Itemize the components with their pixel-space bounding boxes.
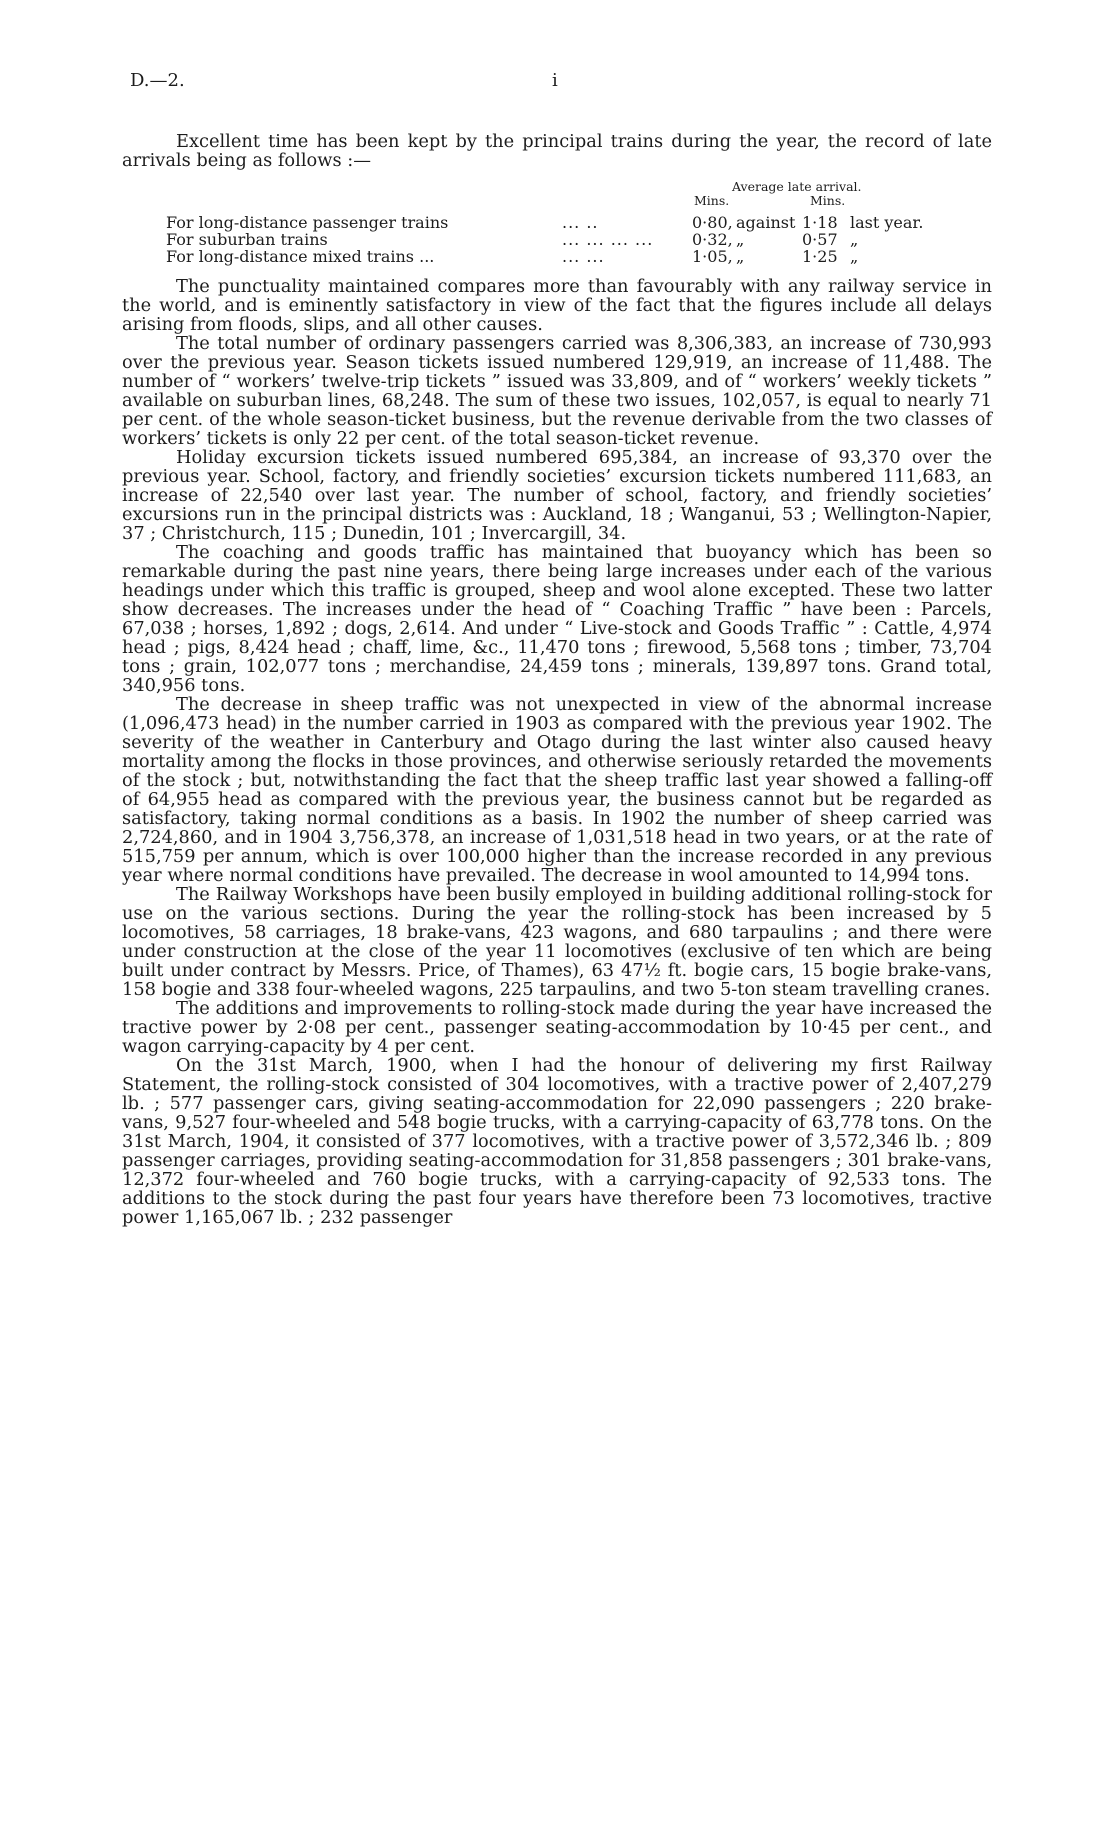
- unit-label-previous: Mins.: [810, 193, 846, 208]
- row-tail: last year.: [850, 213, 924, 232]
- improvements-paragraph: The additions and improvements to rolling-stock made during the year have increased the tractive power by 2·08 per cent., passenger seating-accommodation by 10·45 per cent., and wagon carrying-capacity by 4 per cent.: [122, 998, 992, 1057]
- row-last-value: 1·25: [802, 247, 838, 266]
- table-row: [122, 231, 992, 248]
- row-label: For long-distance mixed trains ...: [166, 247, 435, 266]
- document-reference: D.—2.: [130, 70, 185, 91]
- goods-traffic-paragraph: The coaching and goods traffic has maintained that buoyancy which has been so remarkable during the past nine years, there being large increases under each of the various headings under which this traffic is grouped, sheep and wool alone excepted. These two latter show decreases. The increases under the head of “ Coaching Traffic ” have been : Parcels, 67,038 ; horses, 1,892 ; dogs, 2,614. And under “ Live-stock and Goods Traffic ” : Cattle, 4,974 head ; pigs, 8,424 head ; chaff, lime, &c., 11,470 tons ; firewood, 5,568 tons ; timber, 73,704 tons ; grain, 102,077 tons ; merchandise, 24,459 tons ; minerals, 139,897 tons. Grand total, 340,956 tons.: [122, 542, 992, 696]
- passengers-paragraph: The total number of ordinary passengers carried was 8,306,383, an increase of 730,993 over the previous year. Season tickets issued numbered 129,919, an increase of 11,488. The number of “ workers’ twelve-trip tickets ” issued was 33,809, and of “ workers’ weekly tickets ” available on suburban lines, 68,248. The sum of these two issues, 102,057, is equal to nearly 71 per cent. of the whole season-ticket business, but the revenue derivable from the two classes of workers’ tickets is only 22 per cent. of the total season-ticket revenue.: [122, 333, 992, 449]
- intro-paragraph: Excellent time has been kept by the principal trains during the year, the record of late arrivals being as follows :—: [122, 131, 992, 171]
- excursions-paragraph: Holiday excursion tickets issued numbered 695,384, an increase of 93,370 over the previous year. School, factory, and friendly societies’ excursion tickets numbered 111,683, an increase of 22,540 over last year. The number of school, factory, and friendly societies’ excursions run in the principal districts was : Auckland, 18 ; Wanganui, 53 ; Wellington-Napier, 37 ; Christchurch, 115 ; Dunedin, 101 ; Invercargill, 34.: [122, 447, 992, 544]
- unit-label-current: Mins.: [694, 193, 730, 208]
- row-separator: against: [736, 213, 796, 232]
- row-leader: ... ...: [562, 247, 605, 266]
- late-arrivals-table: [122, 180, 992, 265]
- column-heading: Average late arrival.: [732, 179, 862, 194]
- page-header: [130, 70, 990, 98]
- row-value: 1·05,: [692, 247, 733, 266]
- row-leader: ... ... ... ...: [562, 230, 654, 249]
- row-label: For suburban trains: [166, 230, 328, 249]
- punctuality-paragraph: The punctuality maintained compares more than favourably with any railway service in the world, and is eminently satisfactory in view of the fact that the figures include all delays arising from floods, slips, and all other causes.: [122, 276, 992, 335]
- sheep-traffic-paragraph: The decrease in sheep traffic was not unexpected in view of the abnormal increase (1,096,473 head) in the number carried in 1903 as compared with the previous year 1902. The severity of the weather in Canterbury and Otago during the last winter also caused heavy mortality among the flocks in those provinces, and otherwise seriously retarded the movements of the stock ; but, notwithstanding the fact that the sheep traffic last year showed a falling-off of 64,955 head as compared with the previous year, the business cannot but be regarded as satisfactory, taking normal conditions as a basis. In 1902 the number of sheep carried was 2,724,860, and in 1904 3,756,378, an increase of 1,031,518 head in two years, or at the rate of 515,759 per annum, which is over 100,000 higher than the increase recorded in any previous year where normal conditions have prevailed. The decrease in wool amounted to 14,994 tons.: [122, 694, 992, 886]
- table-row: [122, 248, 992, 265]
- row-value: 0·32,: [692, 230, 733, 249]
- workshops-paragraph: The Railway Workshops have been busily employed in building additional rolling-stock for use on the various sections. During the year the rolling-stock has been increased by 5 locomotives, 58 carriages, 18 brake-vans, 423 wagons, and 680 tarpaulins ; and there were under construction at the close of the year 11 locomotives (exclusive of ten which are being built under contract by Messrs. Price, of Thames), 63 47½ ft. bogie cars, 15 bogie brake-vans, 158 bogie and 338 four-wheeled wagons, 225 tarpaulins, and two 5-ton steam travelling cranes.: [122, 884, 992, 1000]
- page-number: i: [552, 70, 558, 91]
- row-tail: „: [850, 247, 859, 266]
- page-body: [122, 132, 992, 1227]
- row-last-value: 1·18: [802, 213, 838, 232]
- row-tail: „: [850, 230, 859, 249]
- table-header: [122, 180, 992, 214]
- row-last-value: 0·57: [802, 230, 838, 249]
- row-separator: „: [736, 247, 745, 266]
- table-row: [122, 214, 992, 231]
- row-leader: ... ..: [562, 213, 599, 232]
- row-value: 0·80,: [692, 213, 733, 232]
- row-separator: „: [736, 230, 745, 249]
- rolling-stock-paragraph: On the 31st March, 1900, when I had the honour of delivering my first Railway Statement, the rolling-stock consisted of 304 locomotives, with a tractive power of 2,407,279 lb. ; 577 passenger cars, giving seating-accommodation for 22,090 passengers ; 220 brake-vans, 9,527 four-wheeled and 548 bogie trucks, with a carrying-capacity of 63,778 tons. On the 31st March, 1904, it consisted of 377 locomotives, with a tractive power of 3,572,346 lb. ; 809 passenger carriages, providing seating-accommodation for 31,858 passengers ; 301 brake-vans, 12,372 four-wheeled and 760 bogie trucks, with a carrying-capacity of 92,533 tons. The additions to the stock during the past four years have therefore been 73 locomotives, tractive power 1,165,067 lb. ; 232 passenger: [122, 1055, 992, 1228]
- row-label: For long-distance passenger trains: [166, 213, 449, 232]
